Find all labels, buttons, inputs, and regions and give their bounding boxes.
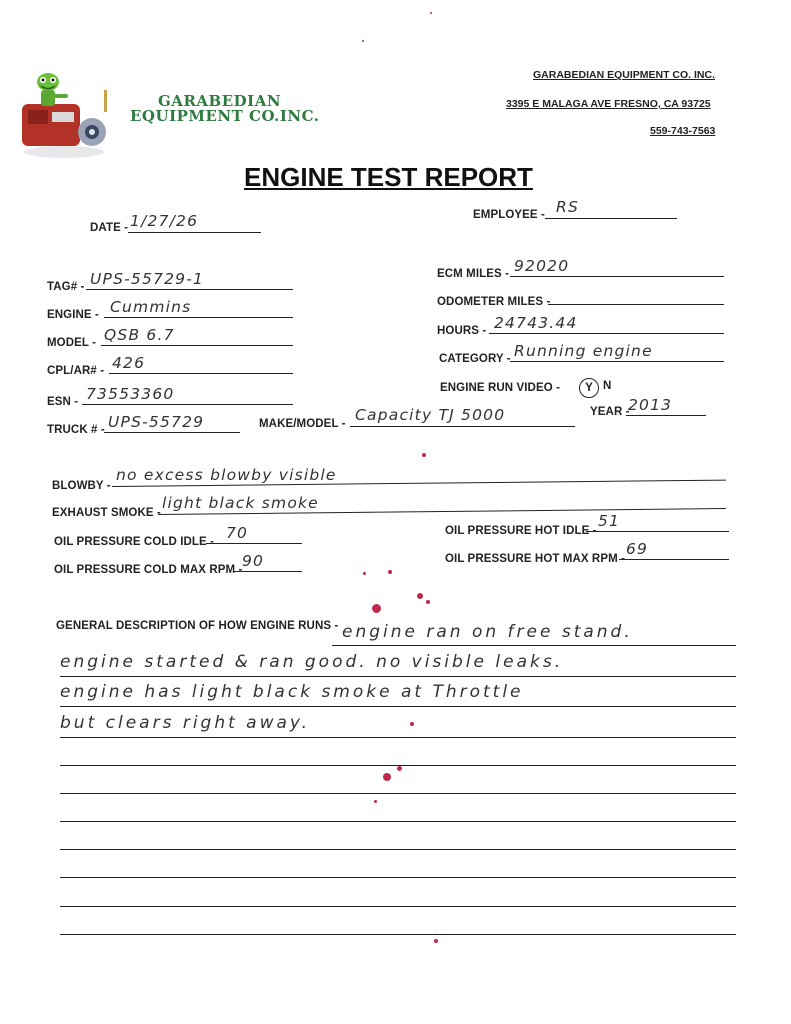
year-value: 2013 [628, 396, 673, 414]
hours-value: 24743.44 [494, 314, 578, 332]
category-label: CATEGORY - [439, 353, 511, 365]
company-phone: 559-743-7563 [650, 125, 716, 137]
hours-label: HOURS - [437, 325, 487, 337]
cpl-label: CPL/AR# - [47, 365, 105, 377]
op-hot-idle-value: 51 [598, 512, 621, 530]
ruled-line [60, 793, 736, 794]
mascot-icon [18, 68, 114, 160]
engine-label: ENGINE - [47, 309, 99, 321]
ruled-line [60, 849, 736, 850]
truck-label: TRUCK # - [47, 424, 105, 436]
logo-line-1: GARABEDIAN [158, 92, 282, 110]
ruled-line [60, 906, 736, 907]
exhaust-label: EXHAUST SMOKE - [52, 507, 161, 519]
op-cold-idle-value: 70 [226, 524, 249, 542]
general-line-4: but clears right away. [60, 713, 311, 733]
general-line-2: engine started & ran good. no visible leaks. [60, 652, 564, 672]
esn-value: 73553360 [86, 385, 175, 403]
esn-label: ESN - [47, 396, 79, 408]
company-name: GARABEDIAN EQUIPMENT CO. INC. [533, 69, 716, 81]
general-line-1: engine ran on free stand. [342, 622, 633, 642]
make-model-value: Capacity TJ 5000 [355, 406, 506, 424]
op-hot-idle-label: OIL PRESSURE HOT IDLE - [445, 525, 597, 537]
employee-label: EMPLOYEE - [473, 209, 545, 221]
tag-label: TAG# - [47, 281, 85, 293]
ecm-miles-value: 92020 [514, 257, 570, 275]
op-cold-idle-label: OIL PRESSURE COLD IDLE - [54, 536, 215, 548]
tag-value: UPS-55729-1 [90, 270, 205, 288]
make-model-label: MAKE/MODEL - [259, 418, 346, 430]
general-label: GENERAL DESCRIPTION OF HOW ENGINE RUNS - [56, 620, 339, 632]
op-hot-max-value: 69 [626, 540, 649, 558]
category-value: Running engine [514, 342, 653, 360]
truck-value: UPS-55729 [108, 413, 205, 431]
blowby-label: BLOWBY - [52, 480, 111, 492]
company-address: 3395 E MALAGA AVE FRESNO, CA 93725 [506, 98, 711, 110]
year-label: YEAR - [590, 406, 630, 418]
run-video-no[interactable]: N [603, 380, 612, 392]
ruled-line [60, 821, 736, 822]
page-title: ENGINE TEST REPORT [244, 162, 533, 192]
blowby-value: no excess blowby visible [116, 466, 337, 484]
cpl-value: 426 [112, 354, 146, 372]
op-hot-max-label: OIL PRESSURE HOT MAX RPM - [445, 553, 626, 565]
date-label: DATE - [90, 222, 129, 234]
model-label: MODEL - [47, 337, 97, 349]
run-video-yes[interactable]: Y [579, 378, 599, 398]
company-logo [18, 68, 318, 163]
op-cold-max-value: 90 [242, 552, 265, 570]
model-value: QSB 6.7 [104, 326, 175, 344]
date-value: 1/27/26 [130, 212, 199, 230]
ecm-miles-label: ECM MILES - [437, 268, 510, 280]
engine-value: Cummins [110, 298, 192, 316]
ruled-line [60, 934, 736, 935]
odometer-label: ODOMETER MILES - [437, 296, 551, 308]
general-line-3: engine has light black smoke at Throttle [60, 682, 524, 702]
run-video-label: ENGINE RUN VIDEO - [440, 382, 561, 394]
logo-line-2: EQUIPMENT CO.INC. [130, 107, 320, 125]
op-cold-max-label: OIL PRESSURE COLD MAX RPM - [54, 564, 243, 576]
ruled-line [60, 877, 736, 878]
exhaust-value: light black smoke [162, 494, 319, 512]
employee-value: RS [556, 198, 580, 216]
